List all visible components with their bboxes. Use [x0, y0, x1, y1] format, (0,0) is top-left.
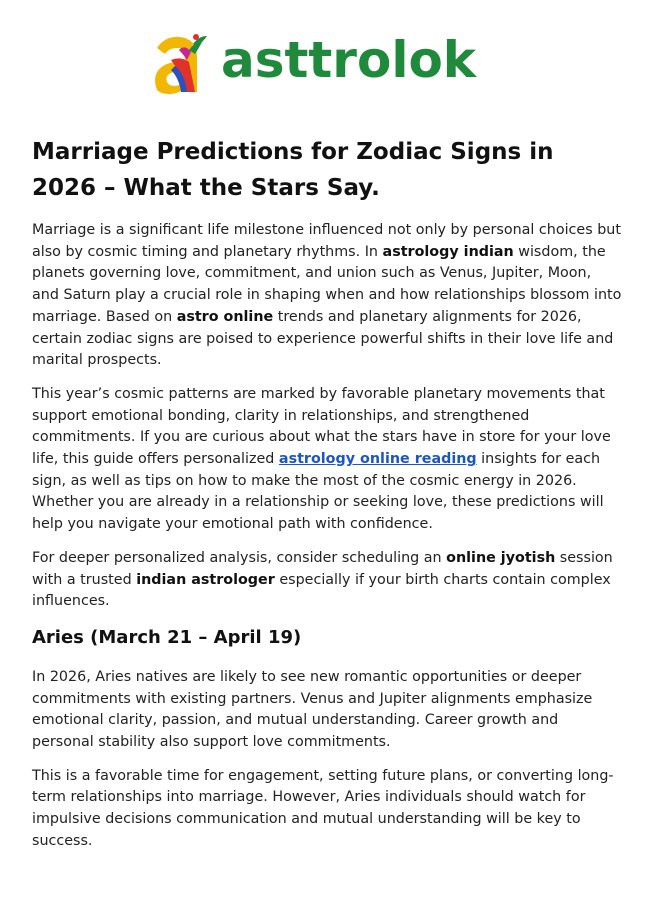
text-segment: trends and planetary alignments for 2026, certain zodiac signs are poised to experience powerful shifts in their love life and marital prospects.	[32, 308, 614, 369]
article	[32, 134, 622, 865]
aries-paragraph-2: This is a favorable time for engagement, setting future plans, or converting long-term relationships into marriage. However, Aries individuals should watch for impulsive decisions communication and mutual understanding will be key to success.	[32, 767, 614, 849]
text-segment: insights for each sign, as well as tips on how to make the most of the cosmic energy in 2026. Whether you are already in a relationship or seeking love, these predictions will help you navigate your emotional path with confidence.	[32, 451, 604, 533]
article-title: Marriage Predictions for Zodiac Signs in 2026 – What the Stars Say.	[32, 139, 554, 201]
cosmic-patterns-paragraph	[32, 384, 622, 536]
text-segment: session with a trusted	[32, 549, 613, 588]
text-segment: especially if your birth charts contain complex influences.	[32, 571, 611, 610]
intro-paragraph	[32, 220, 622, 372]
text-segment: Marriage is a significant life milestone influenced not only by personal choices but also by cosmic timing and planetary rhythms. In	[32, 222, 621, 260]
text-segment: This year’s cosmic patterns are marked by favorable planetary movements that support emotional bonding, clarity in relationships, and strengthened commitments. If you are curious about what the stars have in store for your love life, this guide offers personalized	[32, 385, 611, 468]
aries-paragraph-1: In 2026, Aries natives are likely to see new romantic opportunities or deeper commitments with existing partners. Venus and Jupiter alignments emphasize emotional clarity, passion, and mutual understanding. Career growth and personal stability also support love commitments.	[32, 668, 593, 751]
astrology-online-reading-link[interactable]: astrology online reading	[278, 451, 477, 468]
text-segment: wisdom, the planets governing love, commitment, and union such as Venus, Jupiter, Moon, and Saturn play a crucial role in shaping when and how relationships blossom into marriage. Based on	[32, 243, 622, 325]
keyword-online-jyotish: online jyotish	[446, 549, 556, 566]
logo-text: asttrolok	[221, 31, 477, 89]
personalized-analysis-paragraph	[32, 548, 622, 613]
text-segment: For deeper personalized analysis, consider scheduling an	[32, 549, 447, 566]
aries-heading: Aries (March 21 – April 19)	[32, 626, 302, 648]
brand-logo[interactable]	[149, 30, 476, 96]
logo-mark-icon	[149, 30, 211, 96]
keyword-indian-astrologer: indian astrologer	[136, 571, 275, 588]
keyword-astrology-indian: astrology indian	[382, 243, 514, 260]
keyword-astro-online: astro online	[176, 308, 274, 325]
